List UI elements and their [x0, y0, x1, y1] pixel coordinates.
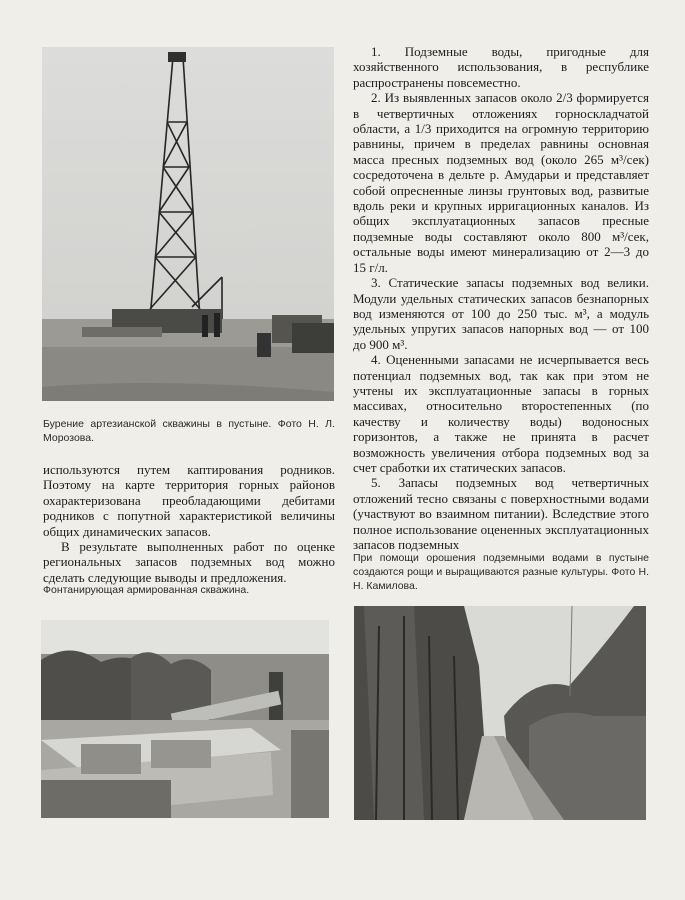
photo-drilling-rig: [42, 47, 334, 401]
caption-flowing-well: Фонтанирующая армированная скважина.: [43, 584, 250, 596]
right-paragraph-3: 3. Статические запасы подземных вод велики. Модули удельных статических запасов безнапорных вод изменяются от 100 до 250 тыс. м³, а модуль удельных упругих запасов напорных вод — от 100 до 900 м³.: [353, 275, 649, 352]
right-paragraph-2: 2. Из выявленных запасов около 2/3 формируется в четвертичных отложениях горноскладчатой области, а 1/3 приходится на огромную территорию равнины, причем в пределах равнины основная масса пресных подземных вод (около 265 м³/сек) сосредоточена в дельте р. Амударьи и представляет собой опресненные линзы грунтовых вод, развитые вдоль реки и крупных ирригационных каналов. Из общих эксплуатационных запасов пресные подземные воды составляют около 800 м³/сек, остальные воды имеют минерализацию от 2—3 до 15 г/л.: [353, 90, 649, 275]
left-paragraph-1: используются путем каптирования родников. Поэтому на карте территория горных районов охарактеризована преобладающими дебитами родников с попутной характеристикой величины общих динамических запасов.: [43, 462, 335, 539]
photo-flowing-well: [41, 620, 329, 818]
right-paragraph-5: 5. Запасы подземных вод четвертичных отложений тесно связаны с поверхностными водами (участвуют во взаимном питании). Вследствие этого полное использование оцененных эксплуатационных запасов подземных: [353, 475, 649, 552]
photo-grove: [354, 606, 646, 820]
caption-grove: При помощи орошения подземными водами в пустыне создаются рощи и выращиваются разные культуры. Фото Н. Н. Камилова.: [353, 552, 649, 592]
left-paragraph-2: В результате выполненных работ по оценке региональных запасов подземных вод можно сделать следующие выводы и предложения.: [43, 539, 335, 585]
right-paragraph-1: 1. Подземные воды, пригодные для хозяйственного использования, в республике распространены повсеместно.: [353, 44, 649, 90]
right-paragraph-4: 4. Оцененными запасами не исчерпывается весь потенциал подземных вод, так как при этом не учтены их эксплуатационные запасы в горных массивах, относительно второстепенных (по качеству и количеству воды) водоносных горизонтов, а также не принята в расчет возможность увеличения отбора подземных вод за счет сработки их статических запасов.: [353, 352, 649, 475]
right-column-text: [353, 44, 649, 552]
left-column-text: [43, 462, 335, 585]
caption-drilling-rig: Бурение артезианской скважины в пустыне. Фото Н. Л. Морозова.: [43, 418, 335, 444]
